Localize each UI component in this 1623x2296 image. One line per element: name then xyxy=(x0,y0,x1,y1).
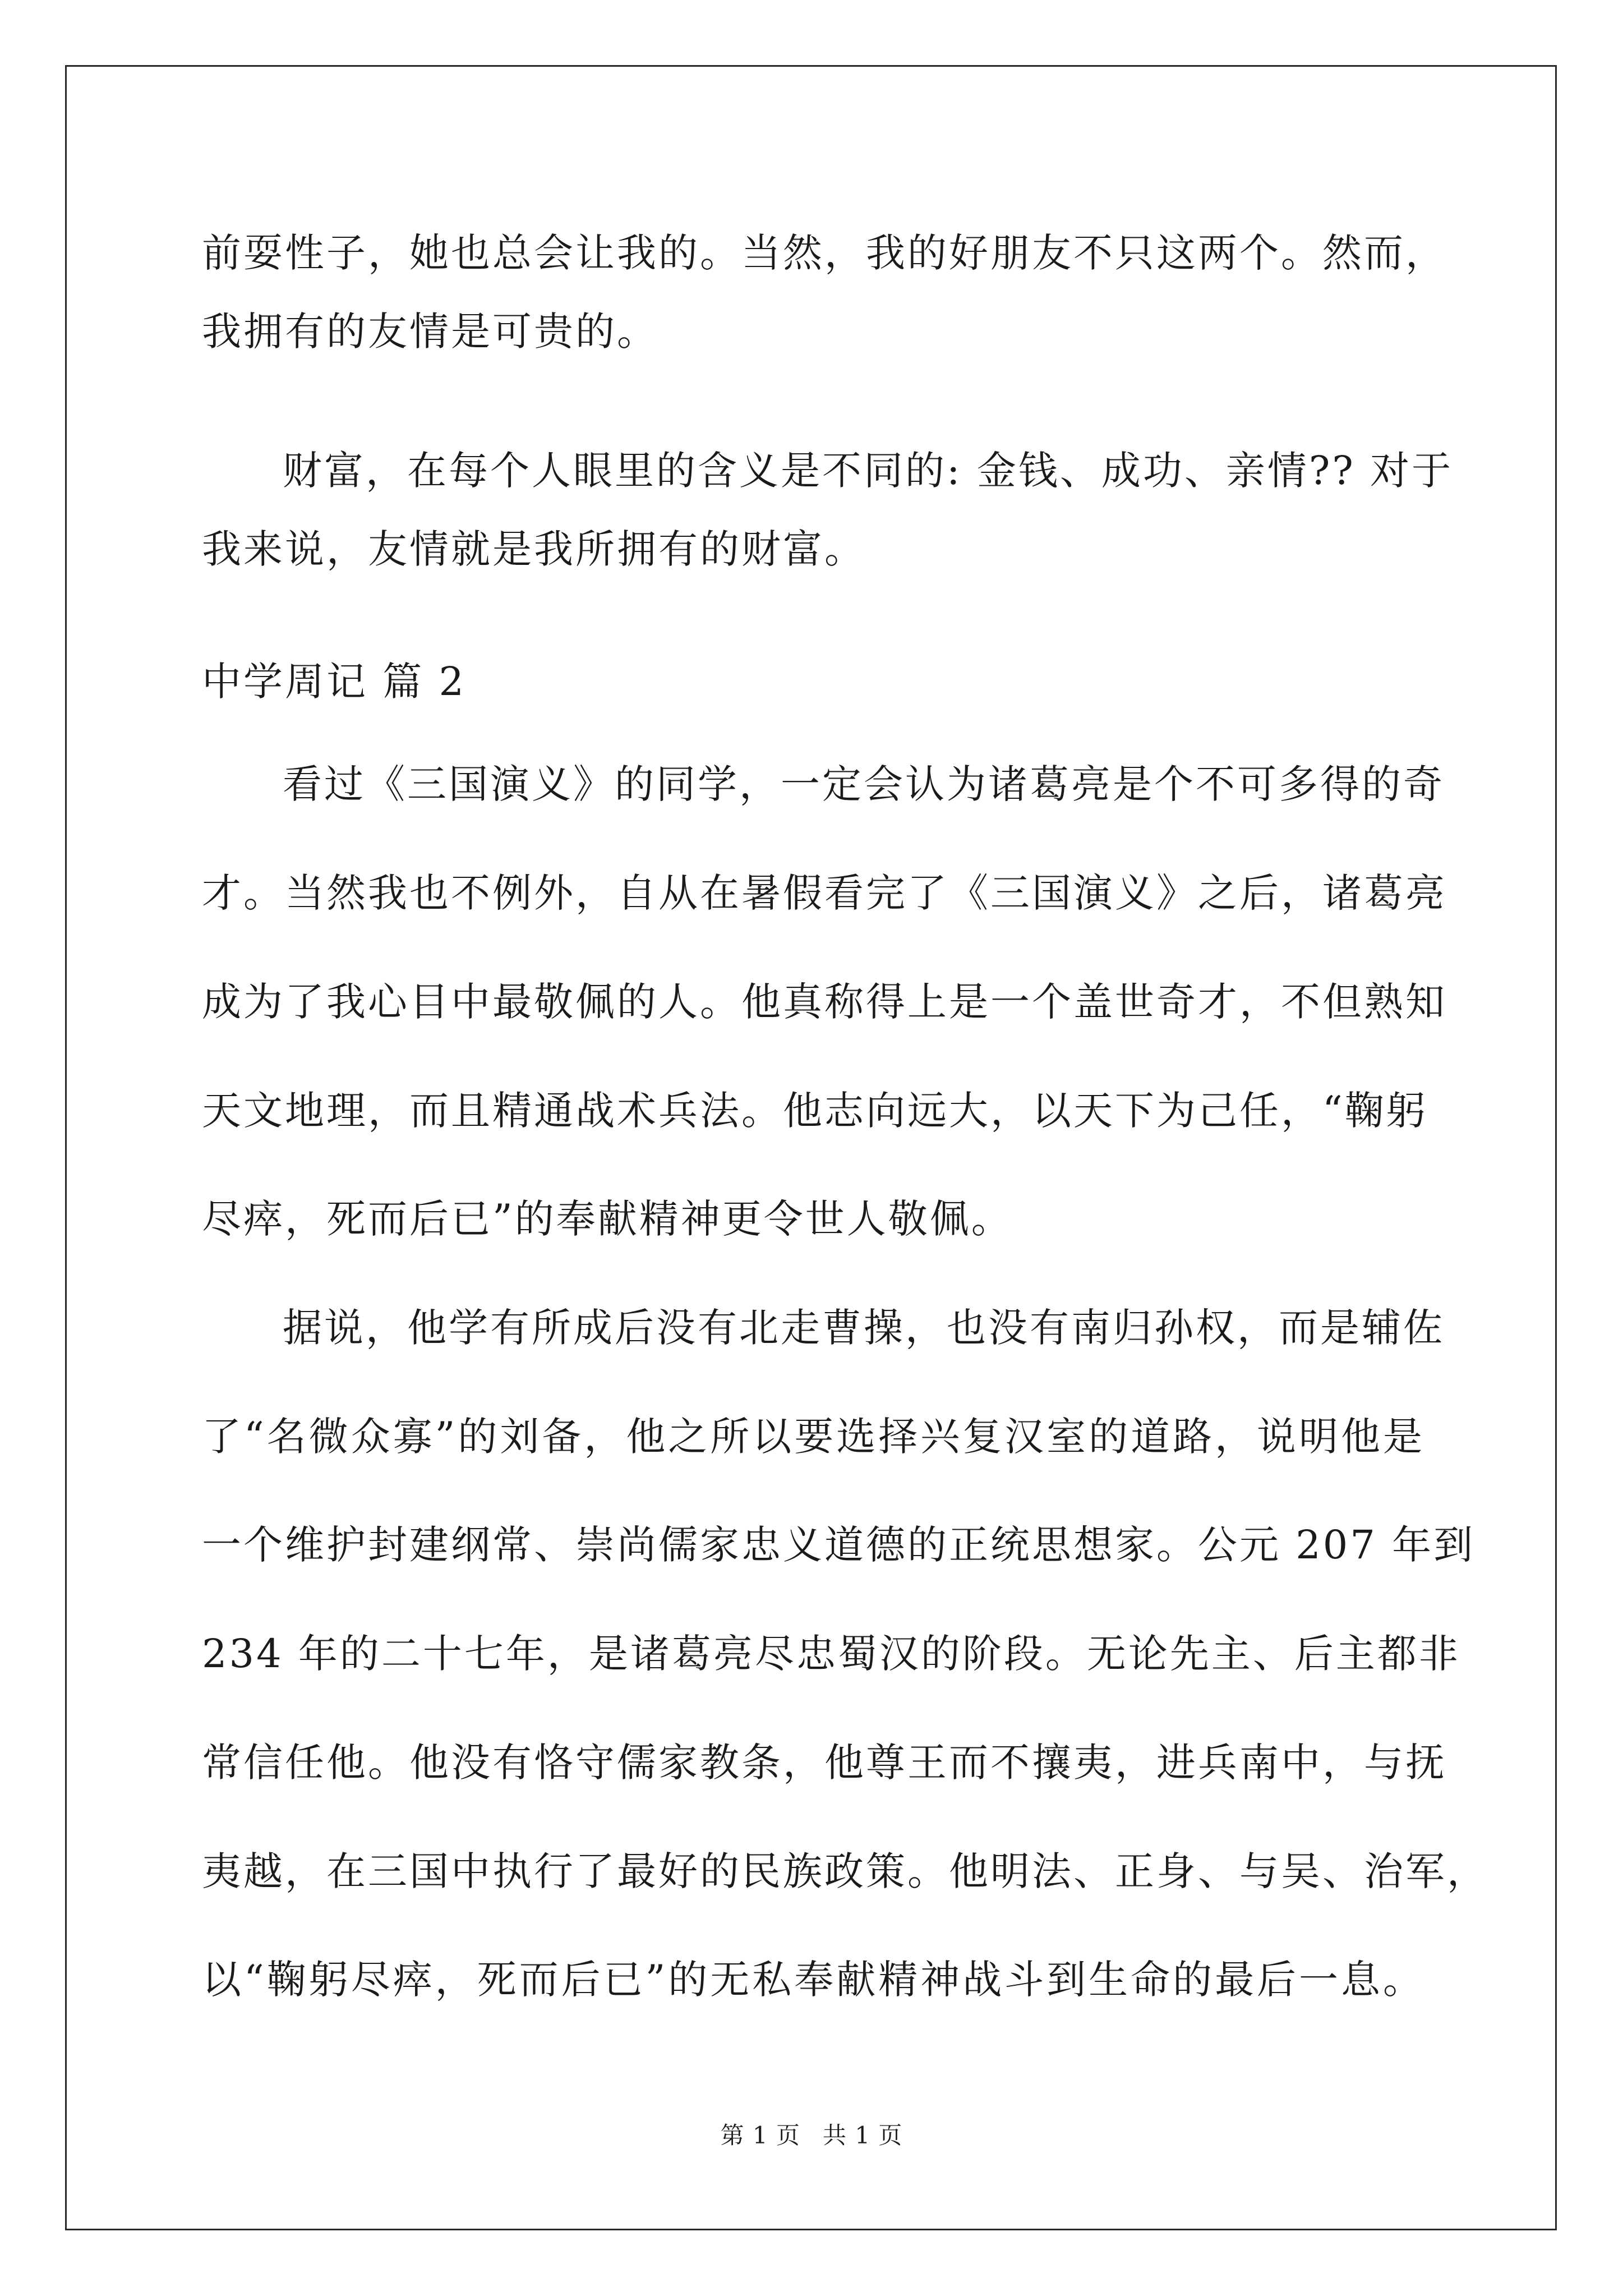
paragraph-line: 夷越，在三国中执行了最好的民族政策。他明法、正身、与吴、治军， xyxy=(202,1848,1488,1894)
paragraph-line: 才。当然我也不例外，自从在暑假看完了《三国演义》之后，诸葛亮 xyxy=(202,870,1447,916)
paragraph-line: 成为了我心目中最敬佩的人。他真称得上是一个盖世奇才，不但熟知 xyxy=(202,979,1447,1025)
paragraph-line: 财富，在每个人眼里的含义是不同的: 金钱、成功、亲情?? 对于 xyxy=(283,448,1454,494)
paragraph-line: 234 年的二十七年，是诸葛亮尽忠蜀汉的阶段。无论先主、后主都非 xyxy=(202,1631,1460,1677)
paragraph-line: 了“名微众寡”的刘备，他之所以要选择兴复汉室的道路，说明他是 xyxy=(202,1414,1424,1460)
paragraph-line: 天文地理，而且精通战术兵法。他志向远大，以天下为己任，“鞠躬 xyxy=(202,1088,1428,1134)
section-heading: 中学周记 篇 2 xyxy=(202,659,467,705)
paragraph-line: 据说，他学有所成后没有北走曹操，也没有南归孙权，而是辅佐 xyxy=(283,1305,1445,1351)
page-footer xyxy=(0,2122,1623,2150)
page-total: 共 1 页 xyxy=(823,2122,903,2149)
page-border xyxy=(65,65,1557,2230)
paragraph-line: 以“鞠躬尽瘁，死而后已”的无私奉献精神战斗到生命的最后一息。 xyxy=(202,1957,1424,2003)
page-number: 第 1 页 xyxy=(720,2122,800,2149)
paragraph-line: 尽瘁，死而后已”的奉献精神更令世人敬佩。 xyxy=(202,1196,1013,1242)
paragraph-line: 我来说，友情就是我所拥有的财富。 xyxy=(202,526,866,572)
paragraph-line: 前耍性子，她也总会让我的。当然，我的好朋友不只这两个。然而， xyxy=(202,230,1447,276)
paragraph-line: 常信任他。他没有恪守儒家教条，他尊王而不攘夷，进兵南中，与抚 xyxy=(202,1740,1447,1786)
paragraph-line: 我拥有的友情是可贵的。 xyxy=(202,309,658,355)
paragraph-line: 一个维护封建纲常、崇尚儒家忠义道德的正统思想家。公元 207 年到 xyxy=(202,1522,1476,1568)
paragraph-line: 看过《三国演义》的同学，一定会认为诸葛亮是个不可多得的奇 xyxy=(283,761,1445,807)
